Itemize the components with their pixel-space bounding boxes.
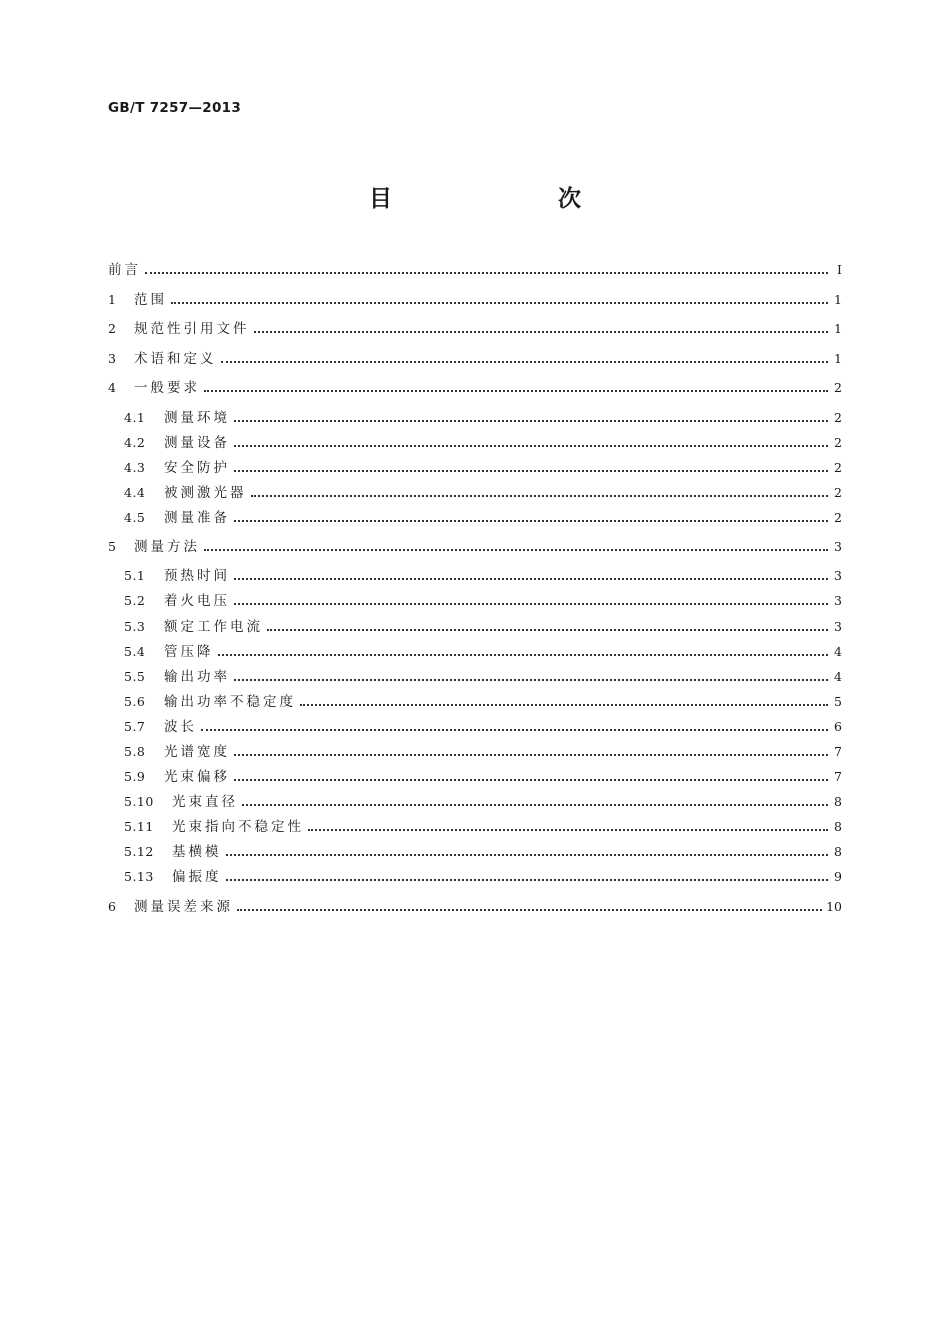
toc-leader-dots [201,717,828,737]
toc-entry-number: 4 [108,380,117,395]
toc-entry-page: Ⅰ [837,262,842,277]
toc-entry-page: 1 [834,351,842,366]
toc-entry[interactable] [124,483,842,503]
toc-entry[interactable] [108,349,842,369]
toc-entry[interactable] [124,408,842,428]
toc-entry[interactable] [124,566,842,586]
toc-entry-label: 测量设备 [164,435,230,451]
toc-entry-page: 2 [834,435,842,450]
toc-entry[interactable] [124,692,842,712]
toc-leader-dots [267,617,828,637]
toc-entry-page: 2 [834,380,842,395]
page-title: 目 次 [369,186,621,212]
toc-entry[interactable] [124,742,842,762]
toc-entry[interactable] [124,508,842,528]
toc-entry-page: 2 [834,510,842,525]
toc-entry-label: 输出功率不稳定度 [164,694,296,710]
toc-entry[interactable] [124,642,842,662]
toc-entry-number: 2 [108,321,117,336]
toc-leader-dots [234,667,828,687]
toc-entry-number: 5.2 [124,593,146,608]
toc-entry[interactable] [108,319,842,339]
toc-entry-page: 2 [834,410,842,425]
toc-entry-number: 4.1 [124,410,146,425]
toc-entry-number: 4.2 [124,435,146,450]
toc-entry-number: 5 [108,539,117,554]
toc-entry-label: 被测激光器 [164,485,247,501]
toc-entry-number: 5.7 [124,719,146,734]
toc-entry-label: 范围 [134,292,167,308]
toc-entry-page: 8 [834,844,842,859]
toc-entry-number: 4.3 [124,460,146,475]
toc-leader-dots [226,867,829,887]
toc-entry-label: 管压降 [164,644,214,660]
toc-entry[interactable] [124,767,842,787]
toc-entry-label: 光束指向不稳定性 [172,819,304,835]
toc-entry-page: 7 [834,744,842,759]
toc-leader-dots [171,290,828,310]
toc-leader-dots [234,433,828,453]
toc-entry-number: 4.5 [124,510,146,525]
toc-entry-label: 测量误差来源 [134,899,233,915]
toc-entry-page: 3 [834,568,842,583]
toc-entry[interactable] [124,458,842,478]
toc-entry-number: 6 [108,899,117,914]
toc-entry[interactable] [124,817,842,837]
toc-leader-dots [204,378,828,398]
toc-entry-number: 5.13 [124,869,154,884]
toc-entry-page: 1 [834,321,842,336]
toc-entry-label: 一般要求 [134,380,200,396]
toc-entry[interactable] [124,667,842,687]
toc-leader-dots [237,897,822,917]
toc-entry-number: 5.3 [124,619,146,634]
toc-leader-dots [234,767,828,787]
toc-entry-page: 2 [834,460,842,475]
toc-entry[interactable] [124,842,842,862]
toc-entry[interactable] [124,717,842,737]
toc-leader-dots [218,642,829,662]
toc-entry-label: 光束直径 [172,794,238,810]
toc-leader-dots [234,742,828,762]
toc-entry-page: 8 [834,794,842,809]
toc-entry-label: 额定工作电流 [164,619,263,635]
toc-entry-label: 安全防护 [164,460,230,476]
toc-leader-dots [204,537,828,557]
toc-entry-label: 预热时间 [164,568,230,584]
toc-entry[interactable] [124,792,842,812]
toc-entry-label: 测量环境 [164,410,230,426]
toc-entry-label: 前言 [108,262,141,278]
toc-entry-number: 5.10 [124,794,154,809]
toc-entry-label: 光束偏移 [164,769,230,785]
toc-leader-dots [234,566,828,586]
toc-entry-page: 3 [834,539,842,554]
toc-entry-label: 术语和定义 [134,351,217,367]
toc-entry-page: 6 [834,719,842,734]
toc-entry[interactable] [108,260,842,280]
toc-entry-number: 5.5 [124,669,146,684]
toc-leader-dots [234,408,828,428]
toc-leader-dots [251,483,829,503]
toc-leader-dots [234,458,828,478]
toc-entry-number: 3 [108,351,117,366]
toc-entry-page: 10 [826,899,842,914]
toc-entry-page: 9 [834,869,842,884]
toc-leader-dots [234,591,828,611]
toc-entry-page: 4 [834,644,842,659]
toc-entry-label: 测量方法 [134,539,200,555]
toc-entry-label: 偏振度 [172,869,222,885]
toc-leader-dots [145,260,828,280]
toc-entry[interactable] [124,867,842,887]
toc-entry-number: 4.4 [124,485,146,500]
toc-leader-dots [234,508,828,528]
toc-entry-page: 3 [834,593,842,608]
toc-entry[interactable] [124,617,842,637]
toc-entry[interactable] [108,897,842,917]
toc-leader-dots [308,817,828,837]
toc-entry[interactable] [124,591,842,611]
toc-entry-page: 2 [834,485,842,500]
toc-leader-dots [254,319,829,339]
toc-entry-page: 3 [834,619,842,634]
toc-entry-number: 5.4 [124,644,146,659]
toc-entry-label: 基横模 [172,844,222,860]
toc-entry-number: 1 [108,292,117,307]
standard-code: GB/T 7257—2013 [108,100,242,116]
toc-entry-number: 5.12 [124,844,154,859]
toc-entry-number: 5.9 [124,769,146,784]
toc-leader-dots [242,792,828,812]
toc-entry-label: 输出功率 [164,669,230,685]
toc-entry[interactable] [108,290,842,310]
toc-entry-number: 5.1 [124,568,146,583]
toc-entry-number: 5.6 [124,694,146,709]
toc-entry-page: 5 [834,694,842,709]
toc-leader-dots [300,692,828,712]
toc-entry-label: 着火电压 [164,593,230,609]
toc-entry-page: 1 [834,292,842,307]
toc-entry-label: 规范性引用文件 [134,321,250,337]
toc-entry[interactable] [108,378,842,398]
toc-leader-dots [221,349,829,369]
toc-leader-dots [226,842,829,862]
toc-entry-number: 5.8 [124,744,146,759]
toc-entry-label: 测量准备 [164,510,230,526]
toc-entry[interactable] [108,537,842,557]
toc-entry-label: 波长 [164,719,197,735]
toc-entry[interactable] [124,433,842,453]
toc-entry-number: 5.11 [124,819,154,834]
toc-entry-page: 4 [834,669,842,684]
toc-entry-page: 8 [834,819,842,834]
toc-entry-label: 光谱宽度 [164,744,230,760]
toc-entry-page: 7 [834,769,842,784]
